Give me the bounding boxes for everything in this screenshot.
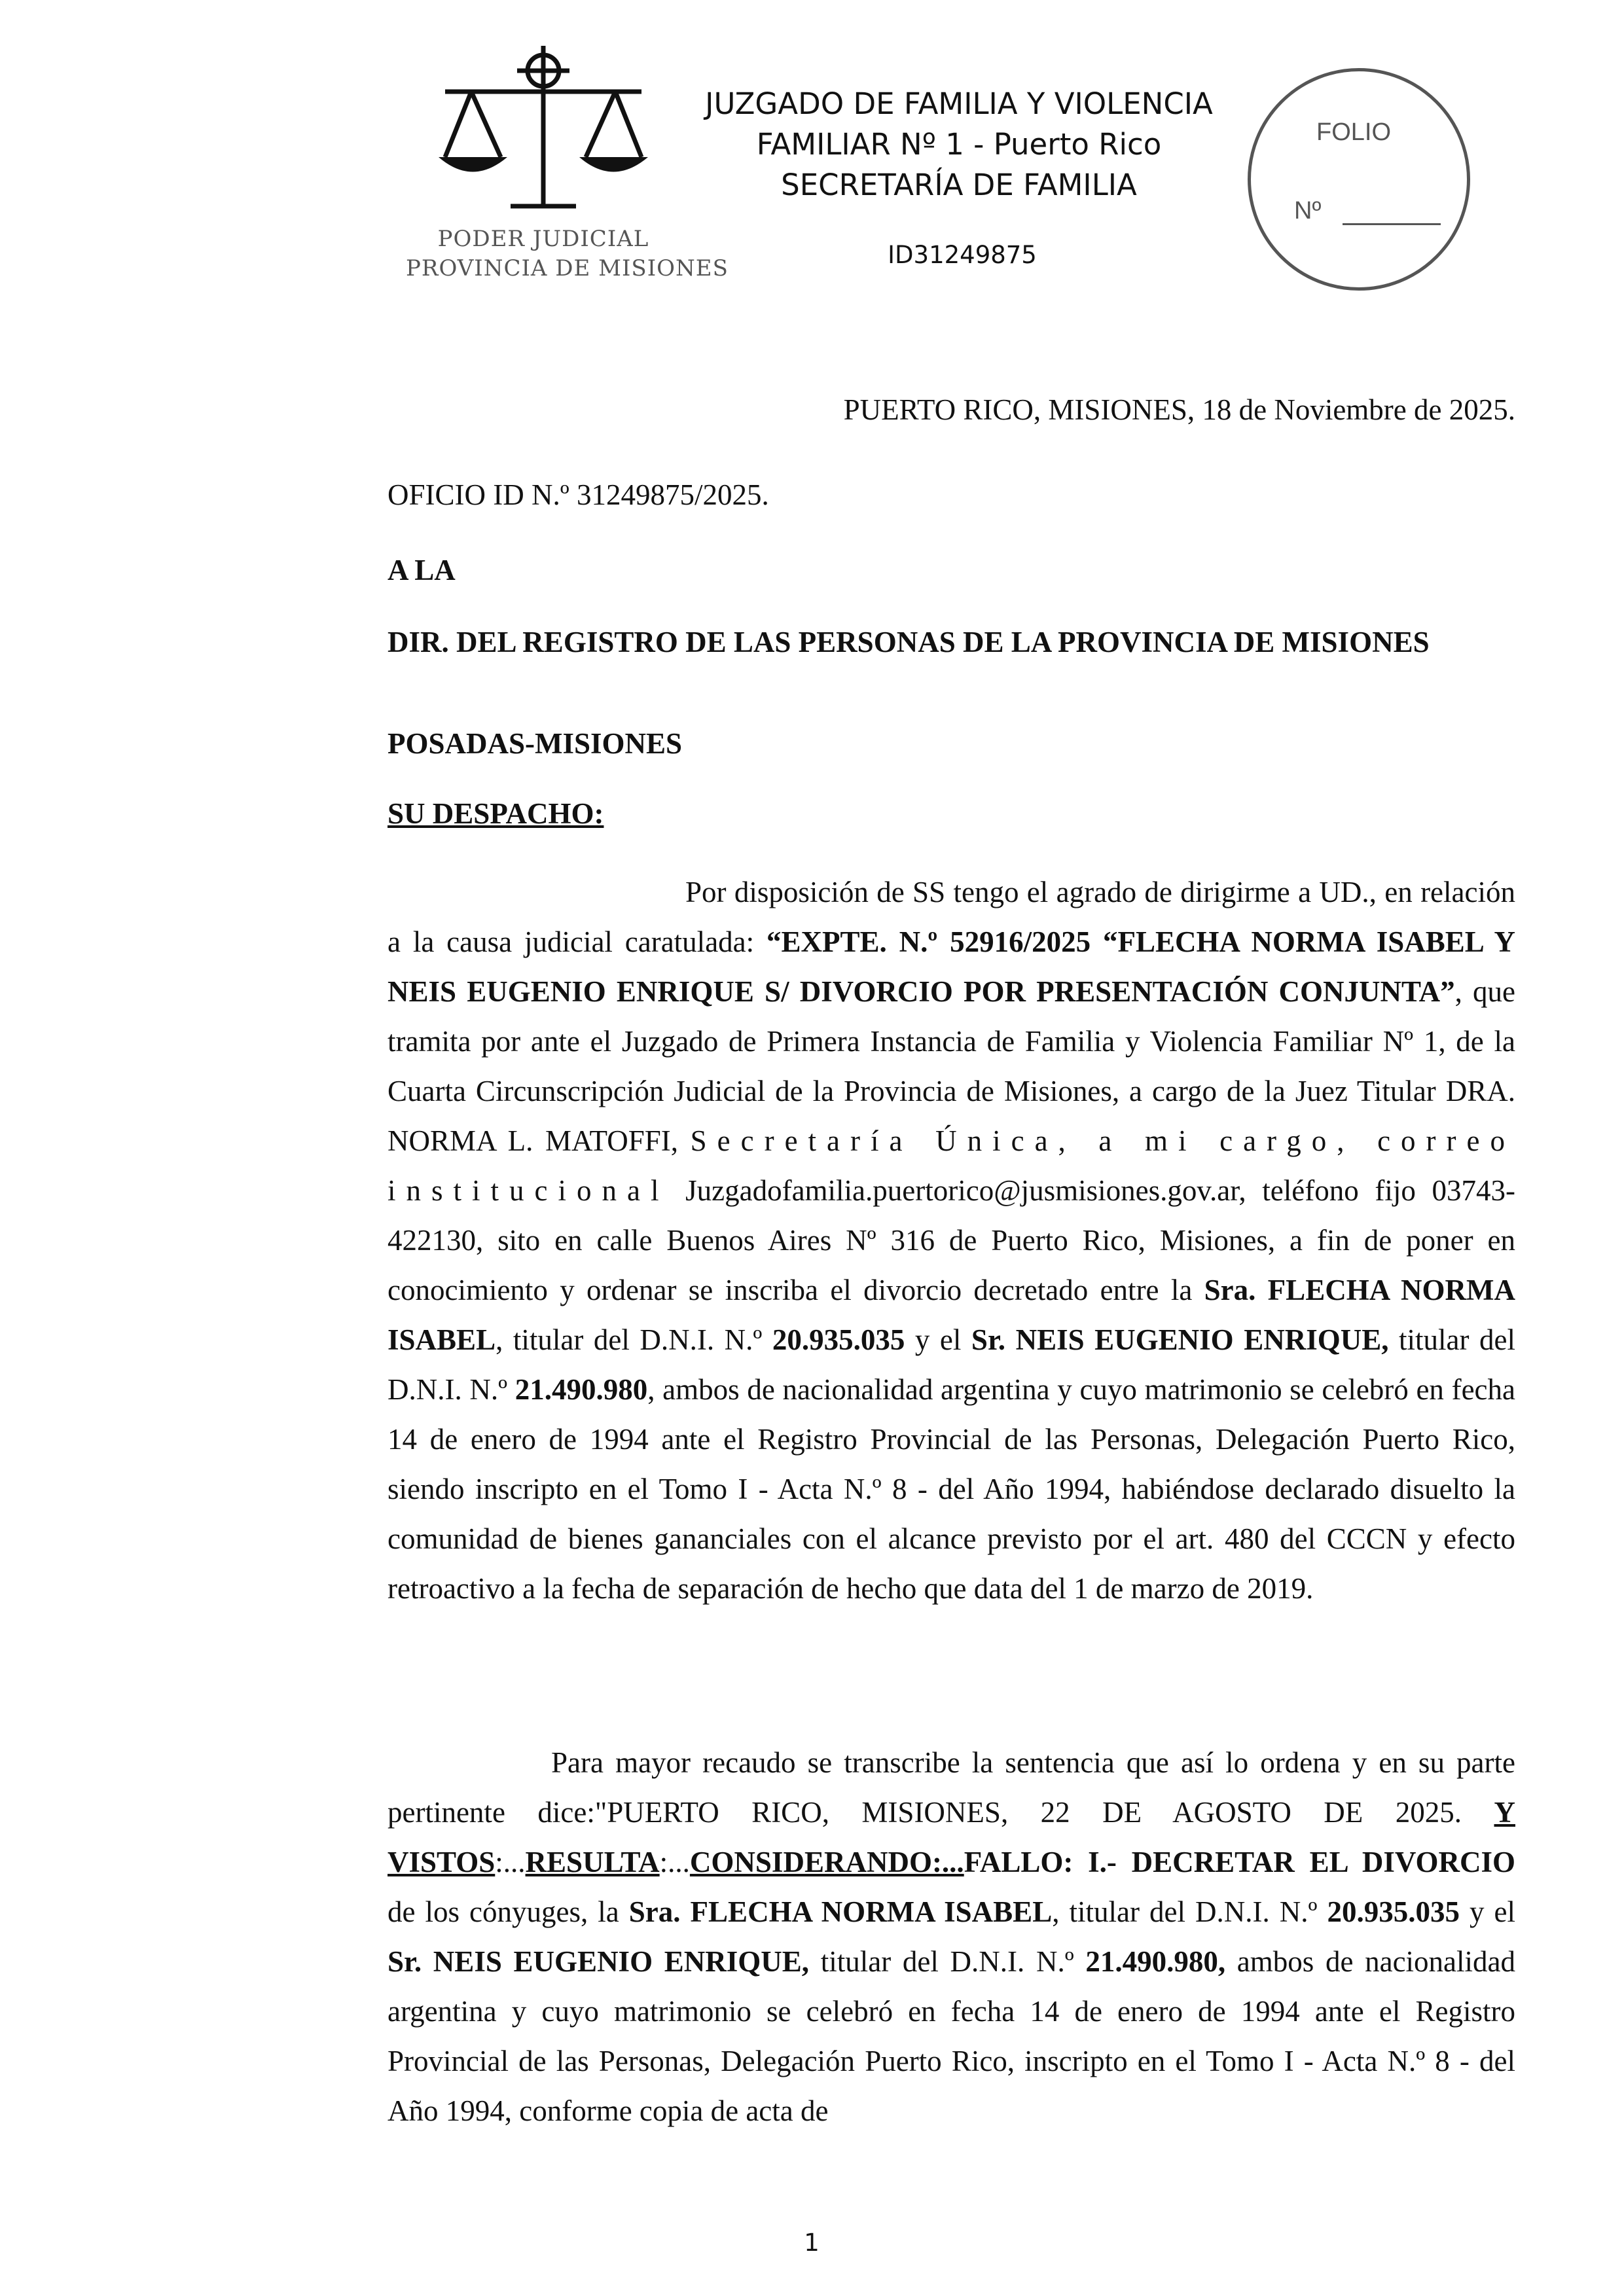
text-run: :...: [659, 1846, 690, 1878]
party-2-dni: 21.490.980: [514, 1373, 648, 1406]
party-2-name: Sr. NEIS EUGENIO ENRIQUE,: [971, 1323, 1389, 1356]
text-run: , titular del D.N.I. N.º: [1052, 1895, 1327, 1928]
page-number: 1: [804, 2229, 820, 2257]
court-line-1: JUZGADO DE FAMILIA Y VIOLENCIA: [705, 86, 1213, 121]
text-run: Por disposición de SS tengo el agrado de dirigirme a UD., en relación a la causa judicial caratulada:: [388, 876, 1515, 958]
considerando: CONSIDERANDO:...: [689, 1846, 964, 1878]
folio-number-line: [1343, 223, 1441, 225]
recipient: DIR. DEL REGISTRO DE LAS PERSONAS DE LA PROVINCIA DE MISIONES: [388, 626, 1430, 658]
recipient-city: POSADAS-MISIONES: [388, 727, 683, 760]
party-2-name: Sr. NEIS EUGENIO ENRIQUE,: [388, 1945, 810, 1978]
text-run: Juzgadofamilia.puertorico@jusmisiones.gov.ar, teléfono fijo 03743-422130, sito en calle Buenos Aires Nº 316 de Puerto Rico, Misiones, a fin de poner en conocimiento y ordenar se inscriba el divorcio decretado entre la: [388, 1174, 1515, 1306]
text-run: y el: [1459, 1895, 1516, 1928]
party-1-name: Sra. FLECHA NORMA ISABEL: [388, 1274, 1515, 1356]
court-line-2: FAMILIAR Nº 1 - Puerto Rico: [756, 127, 1162, 162]
folio-stamp: [1248, 68, 1470, 291]
y-vistos: Y VISTOS: [388, 1796, 1515, 1878]
party-1-dni: 20.935.035: [772, 1323, 905, 1356]
spaced-text: Secretaría Única, a mi cargo, correo institucional: [388, 1124, 1516, 1207]
party-1-name: Sra. FLECHA NORMA ISABEL: [628, 1895, 1053, 1928]
fallo: FALLO: I.- DECRETAR EL DIVORCIO: [964, 1846, 1515, 1878]
text-run: , que tramita por ante el Juzgado de Primera Instancia de Familia y Violencia Familiar Nº 1, de la Cuarta Circunscripción Judicial de la Provincia de Misiones, a cargo de la Juez Titular DRA. NORMA L. MATOFFI,: [388, 975, 1515, 1157]
emblem-caption-1: PODER JUDICIAL: [437, 226, 649, 252]
salutation: A LA: [388, 554, 456, 586]
letter-date: PUERTO RICO, MISIONES, 18 de Noviembre de 2025.: [843, 393, 1515, 426]
folio-label: FOLIO: [1316, 118, 1392, 146]
body-paragraph-2: [388, 1738, 1515, 2136]
poder-judicial-emblem: [406, 39, 729, 288]
folio-number-label: Nº: [1294, 197, 1322, 224]
text-run: titular del D.N.I. N.º: [809, 1945, 1086, 1978]
scales-of-justice-icon: [432, 39, 655, 216]
body-paragraph-1: [388, 867, 1515, 1613]
case-title: “EXPTE. N.º 52916/2025 “FLECHA NORMA ISABEL Y NEIS EUGENIO ENRIQUE S/ DIVORCIO POR PRESENTACIÓN CONJUNTA”: [388, 925, 1515, 1008]
su-despacho: SU DESPACHO:: [388, 797, 604, 830]
document-id: ID31249875: [888, 241, 1037, 269]
text-run: , ambos de nacionalidad argentina y cuyo matrimonio se celebró en fecha 14 de enero de 1994 ante el Registro Provincial de las Personas, Delegación Puerto Rico, siendo inscripto en el Tomo I - Acta N.º 8 - del Año 1994, habiéndose declarado disuelto la comunidad de bienes gananciales con el alcance previsto por el art. 480 del CCCN y efecto retroactivo a la fecha de separación de hecho que data del 1 de marzo de 2019.: [388, 1373, 1515, 1605]
oficio-number: OFICIO ID N.º 31249875/2025.: [388, 478, 769, 511]
text-run: de los cónyuges, la: [388, 1895, 629, 1928]
text-run: ambos de nacionalidad argentina y cuyo matrimonio se celebró en fecha 14 de enero de 1994 ante el Registro Provincial de las Personas, Delegación Puerto Rico, inscripto en el Tomo I - Acta N.º 8 - del Año 1994, conforme copia de acta de: [388, 1945, 1516, 2127]
text-run: :...: [495, 1846, 526, 1878]
resulta: RESULTA: [525, 1846, 660, 1878]
text-run: , titular del D.N.I. N.º: [496, 1323, 772, 1356]
text-run: titular del D.N.I. N.º: [388, 1323, 1515, 1406]
court-line-3: SECRETARÍA DE FAMILIA: [781, 168, 1137, 202]
party-1-dni: 20.935.035: [1327, 1895, 1460, 1928]
text-run: y el: [905, 1323, 971, 1356]
court-heading: [681, 84, 1237, 206]
party-2-dni: 21.490.980,: [1085, 1945, 1226, 1978]
emblem-caption-2: PROVINCIA DE MISIONES: [406, 255, 729, 281]
text-run: Para mayor recaudo se transcribe la sentencia que así lo ordena y en su parte pertinente dice:"PUERTO RICO, MISIONES, 22 DE AGOSTO DE 2025.: [388, 1746, 1515, 1829]
